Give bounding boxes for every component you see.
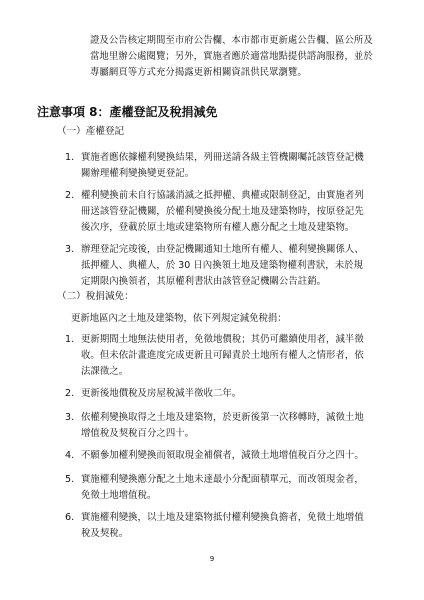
item-number: 3. [65, 244, 75, 255]
item-line: 稅及契稅。 [81, 528, 129, 539]
item-line: 實施權利變換應分配之土地未達最小分配面積單元，而改領現金者， [81, 474, 364, 485]
list-item [60, 242, 390, 290]
intro-line: 證及公告核定期間至市府公告欄、本市都市更新處公告欄、區公所及 [90, 35, 373, 46]
item-line: 權利變換前未自行協議消滅之抵押權、典權或限制登記，由實施者列 [81, 190, 364, 201]
list-item [60, 332, 390, 380]
item-number: 4. [65, 450, 75, 461]
item-line: 關辦理權利變換變更登記。 [81, 168, 195, 179]
item-line: 後次序，登載於原土地或建築物所有權人應分配之土地及建築物。 [81, 222, 355, 233]
subsection-title-registration: （一）產權登記 [57, 126, 125, 137]
intro-paragraph [90, 33, 390, 81]
intro-line: 專屬網頁等方式充分揭露更新相關資訊供民眾瀏覽。 [90, 67, 307, 78]
item-line: 增值稅及契稅百分之四十。 [81, 428, 195, 439]
item-number: 1. [65, 152, 75, 163]
list-item [60, 510, 390, 542]
item-line: 實施者應依據權利變換結果，列冊送請各級主管機關囑託該管登記機 [81, 152, 364, 163]
item-number: 3. [65, 412, 75, 423]
item-line: 不願參加權利變換而領取現金補償者，減徵土地增值稅百分之四十。 [81, 450, 364, 461]
item-line: 抵押權人、典權人，於 30 日內換領土地及建築物權利書狀，未於規 [81, 260, 363, 271]
section-title: 注意事項 8：產權登記及稅捐減免 [37, 105, 218, 119]
list-item [60, 188, 390, 236]
intro-line: 當地里辦公處閱覽；另外，實施者應於適當地點提供諮詢服務，並於 [90, 51, 373, 62]
item-line: 冊送該管登記機關，於權利變換後分配土地及建築物時，按原登記先 [81, 206, 364, 217]
item-number: 5. [65, 474, 75, 485]
tax-intro: 更新地區內之土地及建築物，依下列規定減免稅捐： [71, 313, 287, 324]
item-line: 定期限內換領者，其原權利書狀由該管登記機關公告註銷。 [81, 276, 327, 287]
item-line: 免徵土地增值稅。 [81, 490, 157, 501]
item-number: 6. [65, 512, 75, 523]
item-line: 收。但未依計畫進度完成更新且可歸責於土地所有權人之情形者，依 [81, 350, 364, 361]
list-item [60, 472, 390, 504]
list-item [60, 448, 390, 464]
list-item [60, 386, 390, 402]
item-number: 2. [65, 190, 75, 201]
registration-list [60, 150, 390, 290]
item-number: 1. [65, 334, 75, 345]
item-line: 依權利變換取得之土地及建築物，於更新後第一次移轉時，減徵土地 [81, 412, 364, 423]
page-number: 9 [209, 555, 215, 563]
tax-list [60, 332, 390, 542]
list-item [60, 410, 390, 442]
item-line: 更新期間土地無法使用者，免徵地價稅；其仍可繼續使用者，減半徵 [81, 334, 364, 345]
list-item [60, 150, 390, 182]
item-line: 法課徵之。 [81, 366, 129, 377]
subsection-title-tax: （二）稅捐減免： [57, 291, 134, 302]
item-line: 實施權利變換，以土地及建築物抵付權利變換負擔者，免徵土地增值 [81, 512, 364, 523]
item-number: 2. [65, 388, 75, 399]
item-line: 辦理登記完竣後，由登記機關通知土地所有權人、權利變換關係人、 [81, 244, 364, 255]
item-line: 更新後地價稅及房屋稅減半徵收二年。 [81, 388, 242, 399]
